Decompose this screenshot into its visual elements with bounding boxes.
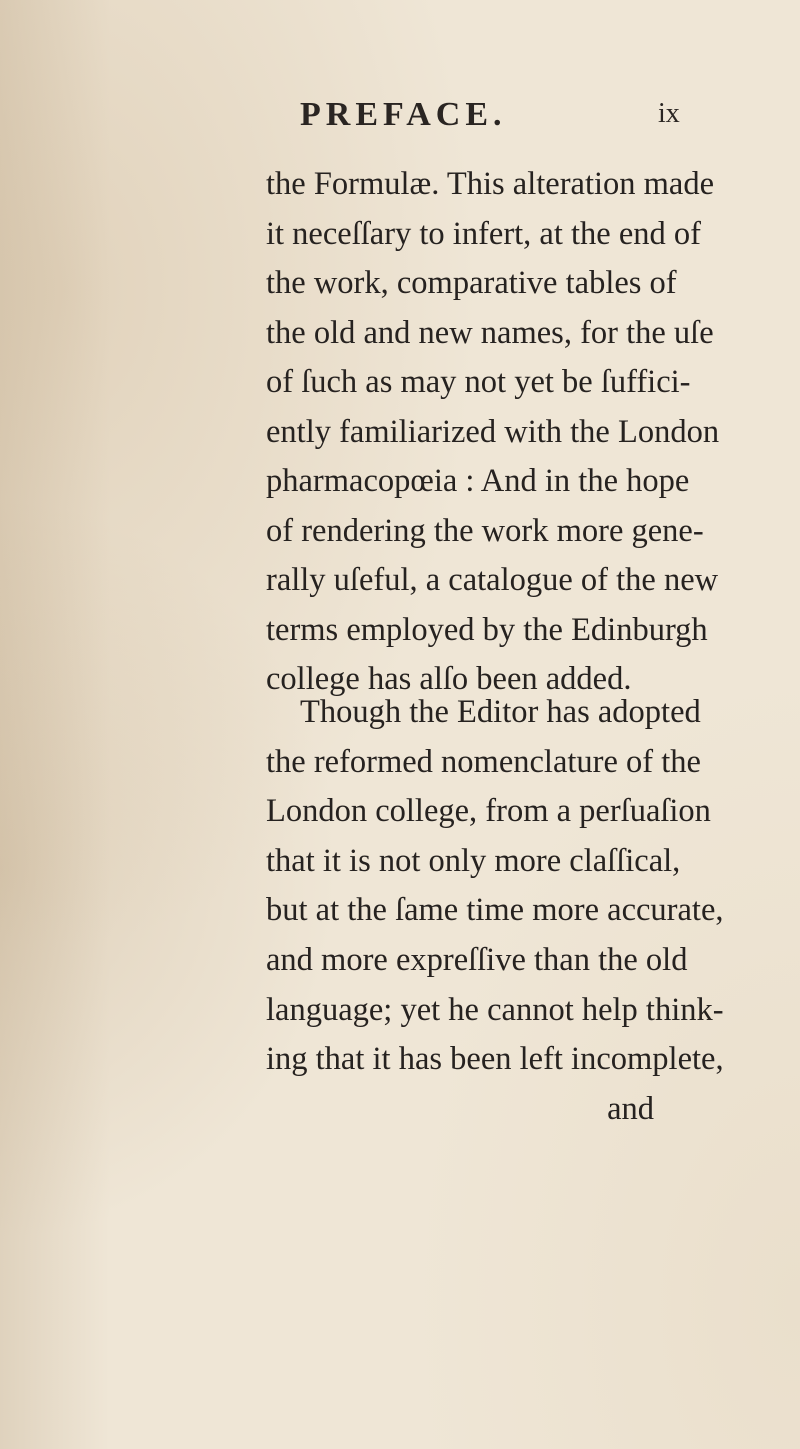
text-line: terms employed by the Edinburgh xyxy=(266,611,708,648)
text-line: the work, comparative tables of xyxy=(266,265,677,301)
text-line: the old and new names, for the uſe xyxy=(266,314,714,351)
text-line: rally uſeful, a catalogue of the new xyxy=(266,562,719,598)
text-line: college has alſo been added. xyxy=(266,661,632,697)
text-line: and more expreſſive than the old xyxy=(266,941,688,978)
text-line: ing that it has been left incomplete, xyxy=(266,1041,724,1078)
text-line: Though the Editor has adopted xyxy=(300,694,701,730)
page-number: ix xyxy=(658,98,680,129)
text-line: but at the ſame time more accurate, xyxy=(266,892,724,929)
text-line: London college, from a perſuaſion xyxy=(266,793,711,830)
text-line: ently familiarized with the London xyxy=(266,413,720,450)
text-line: that it is not only more claſſical, xyxy=(266,842,681,879)
running-head xyxy=(0,96,800,140)
text-line: of ſuch as may not yet be ſuffici- xyxy=(266,364,691,400)
text-line: the reformed nomenclature of the xyxy=(266,743,701,780)
running-title: PREFACE. xyxy=(300,96,507,133)
page-edge-stain xyxy=(0,0,110,1449)
text-line: language; yet he cannot help think- xyxy=(266,991,724,1028)
catchword: and xyxy=(607,1090,654,1127)
paragraph-1 xyxy=(266,160,720,705)
paragraph-2 xyxy=(266,688,724,1134)
text-line: the Formulæ. This alteration made xyxy=(266,166,715,202)
text-line: pharmacopœia : And in the hope xyxy=(266,463,690,499)
text-line: it neceſſary to infert, at the end of xyxy=(266,215,701,252)
text-line: of rendering the work more gene- xyxy=(266,512,704,549)
